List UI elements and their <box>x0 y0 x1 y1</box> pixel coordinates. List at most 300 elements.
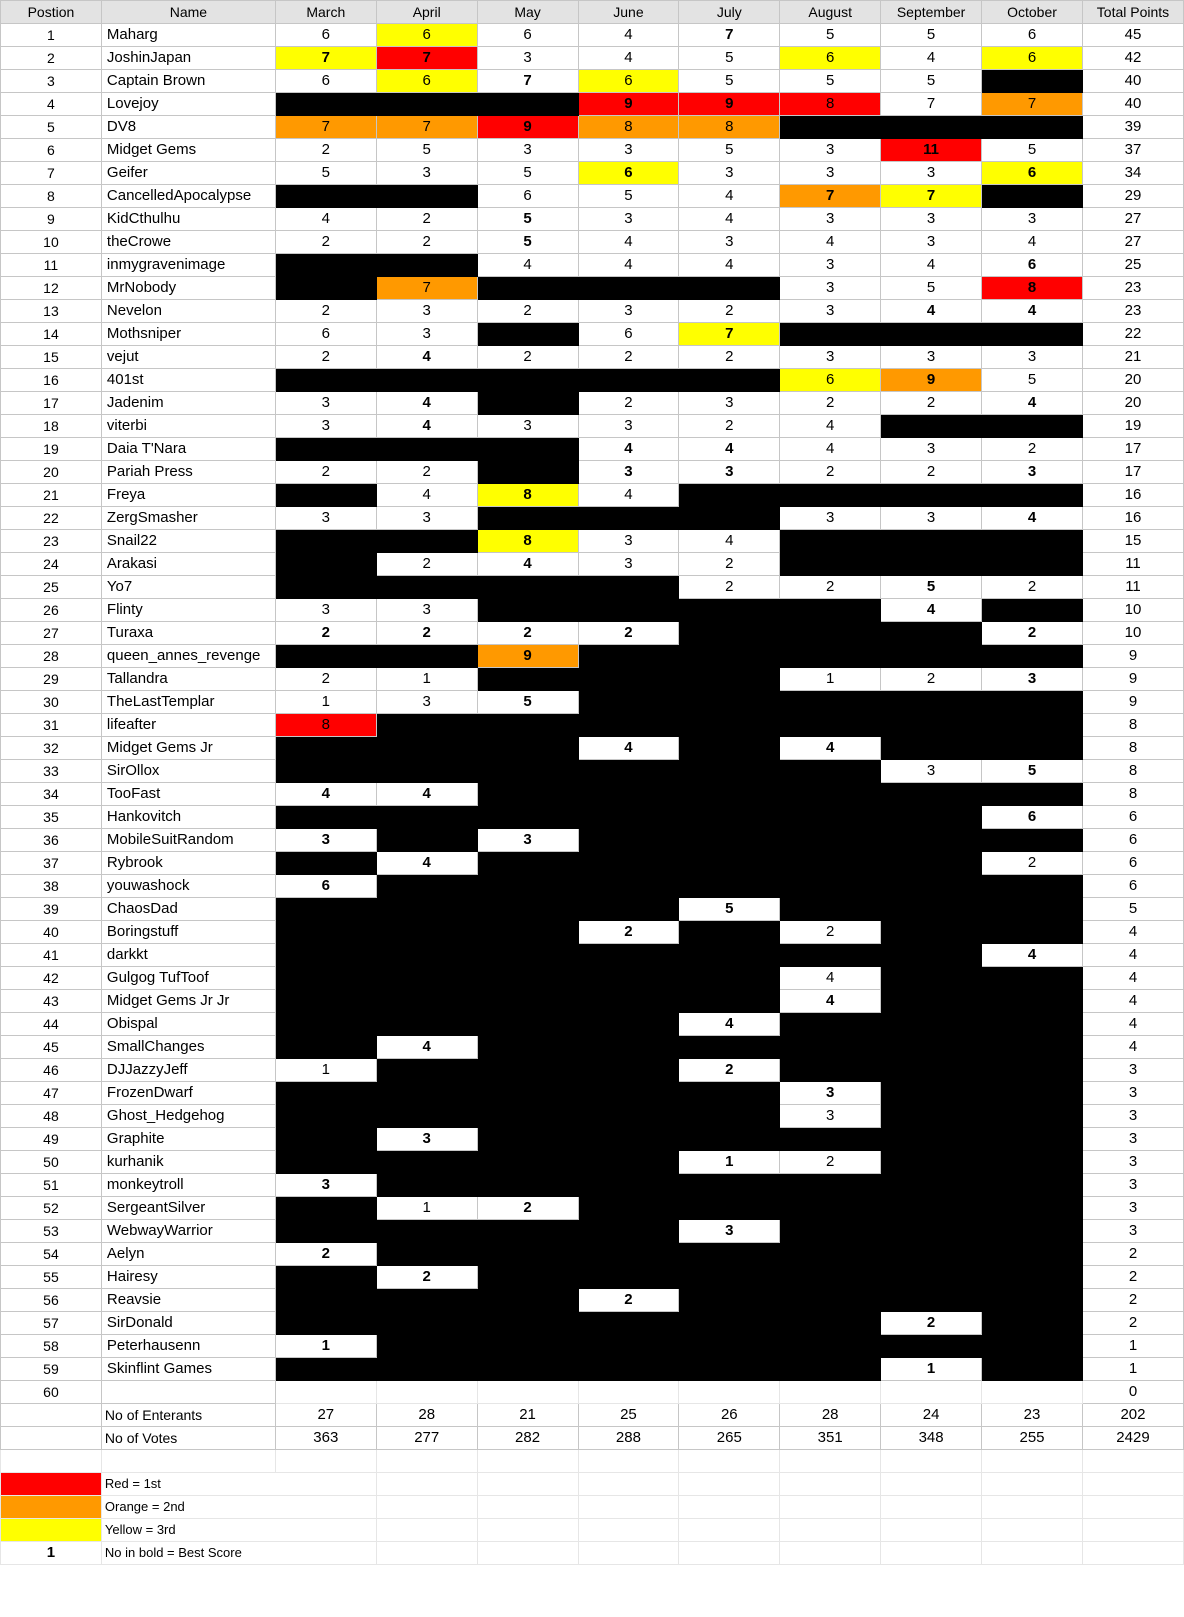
score-cell[interactable] <box>578 783 679 806</box>
name-cell[interactable]: Hankovitch <box>101 806 275 829</box>
total-cell[interactable]: 8 <box>1082 737 1183 760</box>
score-cell[interactable] <box>578 990 679 1013</box>
score-cell[interactable]: 4 <box>376 852 477 875</box>
score-cell[interactable]: 2 <box>477 1197 578 1220</box>
total-cell[interactable]: 0 <box>1082 1381 1183 1404</box>
position-cell[interactable]: 15 <box>1 346 102 369</box>
empty-cell[interactable] <box>275 1450 376 1473</box>
score-cell[interactable] <box>780 116 881 139</box>
score-cell[interactable]: 2 <box>477 346 578 369</box>
score-cell[interactable] <box>780 553 881 576</box>
total-cell[interactable]: 2 <box>1082 1266 1183 1289</box>
score-cell[interactable]: 6 <box>982 254 1083 277</box>
score-cell[interactable] <box>477 323 578 346</box>
score-cell[interactable]: 2 <box>376 622 477 645</box>
summary-value[interactable]: 21 <box>477 1404 578 1427</box>
score-cell[interactable] <box>275 576 376 599</box>
score-cell[interactable] <box>578 1335 679 1358</box>
score-cell[interactable]: 4 <box>780 438 881 461</box>
score-cell[interactable] <box>982 1036 1083 1059</box>
name-cell[interactable]: KidCthulhu <box>101 208 275 231</box>
score-cell[interactable] <box>780 1013 881 1036</box>
score-cell[interactable] <box>578 277 679 300</box>
score-cell[interactable]: 7 <box>376 277 477 300</box>
score-cell[interactable] <box>679 1358 780 1381</box>
score-cell[interactable] <box>982 530 1083 553</box>
score-cell[interactable] <box>982 1220 1083 1243</box>
legend-label[interactable]: Red = 1st <box>101 1473 376 1496</box>
score-cell[interactable] <box>780 1335 881 1358</box>
empty-cell[interactable] <box>578 1519 679 1542</box>
name-cell[interactable]: Aelyn <box>101 1243 275 1266</box>
name-cell[interactable]: inmygravenimage <box>101 254 275 277</box>
score-cell[interactable] <box>982 553 1083 576</box>
score-cell[interactable] <box>477 668 578 691</box>
score-cell[interactable] <box>780 760 881 783</box>
score-cell[interactable] <box>982 415 1083 438</box>
score-cell[interactable]: 6 <box>578 162 679 185</box>
score-cell[interactable] <box>578 714 679 737</box>
score-cell[interactable] <box>679 1197 780 1220</box>
empty-cell[interactable] <box>477 1450 578 1473</box>
score-cell[interactable] <box>679 691 780 714</box>
score-cell[interactable] <box>982 990 1083 1013</box>
score-cell[interactable]: 6 <box>275 70 376 93</box>
score-cell[interactable]: 5 <box>881 70 982 93</box>
position-cell[interactable]: 46 <box>1 1059 102 1082</box>
score-cell[interactable]: 1 <box>881 1358 982 1381</box>
name-cell[interactable]: Geifer <box>101 162 275 185</box>
score-cell[interactable] <box>578 1358 679 1381</box>
score-cell[interactable] <box>578 1243 679 1266</box>
summary-value[interactable]: 351 <box>780 1427 881 1450</box>
name-cell[interactable]: WebwayWarrior <box>101 1220 275 1243</box>
score-cell[interactable] <box>477 1013 578 1036</box>
position-cell[interactable]: 30 <box>1 691 102 714</box>
score-cell[interactable]: 2 <box>679 415 780 438</box>
score-cell[interactable]: 8 <box>780 93 881 116</box>
score-cell[interactable]: 4 <box>780 990 881 1013</box>
score-cell[interactable] <box>982 1128 1083 1151</box>
score-cell[interactable]: 2 <box>780 1151 881 1174</box>
score-cell[interactable]: 4 <box>376 484 477 507</box>
position-cell[interactable]: 5 <box>1 116 102 139</box>
position-cell[interactable]: 47 <box>1 1082 102 1105</box>
score-cell[interactable]: 9 <box>881 369 982 392</box>
score-cell[interactable] <box>275 944 376 967</box>
score-cell[interactable]: 3 <box>578 208 679 231</box>
total-cell[interactable]: 6 <box>1082 806 1183 829</box>
name-cell[interactable]: Freya <box>101 484 275 507</box>
total-cell[interactable]: 19 <box>1082 415 1183 438</box>
score-cell[interactable]: 1 <box>376 668 477 691</box>
position-cell[interactable]: 49 <box>1 1128 102 1151</box>
name-cell[interactable]: JoshinJapan <box>101 47 275 70</box>
position-cell[interactable]: 36 <box>1 829 102 852</box>
score-cell[interactable]: 6 <box>982 47 1083 70</box>
score-cell[interactable] <box>982 1266 1083 1289</box>
position-cell[interactable]: 24 <box>1 553 102 576</box>
name-cell[interactable]: Hairesy <box>101 1266 275 1289</box>
score-cell[interactable] <box>982 967 1083 990</box>
name-cell[interactable]: Arakasi <box>101 553 275 576</box>
total-cell[interactable]: 3 <box>1082 1059 1183 1082</box>
score-cell[interactable]: 3 <box>780 277 881 300</box>
score-cell[interactable]: 4 <box>477 254 578 277</box>
score-cell[interactable] <box>275 1036 376 1059</box>
score-cell[interactable] <box>477 1266 578 1289</box>
score-cell[interactable] <box>477 921 578 944</box>
score-cell[interactable] <box>881 737 982 760</box>
summary-value[interactable]: 28 <box>780 1404 881 1427</box>
name-cell[interactable]: DJJazzyJeff <box>101 1059 275 1082</box>
total-cell[interactable]: 6 <box>1082 875 1183 898</box>
name-cell[interactable]: Boringstuff <box>101 921 275 944</box>
total-cell[interactable]: 4 <box>1082 967 1183 990</box>
score-cell[interactable]: 2 <box>578 1289 679 1312</box>
total-cell[interactable]: 3 <box>1082 1105 1183 1128</box>
score-cell[interactable] <box>679 1312 780 1335</box>
position-cell[interactable]: 12 <box>1 277 102 300</box>
name-cell[interactable]: Graphite <box>101 1128 275 1151</box>
score-cell[interactable] <box>881 852 982 875</box>
score-cell[interactable]: 7 <box>679 323 780 346</box>
score-cell[interactable]: 2 <box>376 1266 477 1289</box>
name-cell[interactable]: TooFast <box>101 783 275 806</box>
score-cell[interactable]: 9 <box>578 93 679 116</box>
score-cell[interactable] <box>881 645 982 668</box>
position-cell[interactable]: 14 <box>1 323 102 346</box>
empty-cell[interactable] <box>982 1473 1083 1496</box>
summary-value[interactable]: 24 <box>881 1404 982 1427</box>
score-cell[interactable] <box>679 714 780 737</box>
score-cell[interactable] <box>477 852 578 875</box>
score-cell[interactable]: 3 <box>376 162 477 185</box>
score-cell[interactable]: 3 <box>982 461 1083 484</box>
total-cell[interactable]: 10 <box>1082 599 1183 622</box>
score-cell[interactable]: 5 <box>982 139 1083 162</box>
score-cell[interactable] <box>982 645 1083 668</box>
score-cell[interactable]: 3 <box>275 599 376 622</box>
score-cell[interactable] <box>679 369 780 392</box>
score-cell[interactable]: 5 <box>477 162 578 185</box>
score-cell[interactable] <box>477 1174 578 1197</box>
score-cell[interactable]: 5 <box>679 139 780 162</box>
total-cell[interactable]: 29 <box>1082 185 1183 208</box>
score-cell[interactable] <box>275 530 376 553</box>
score-cell[interactable] <box>578 1174 679 1197</box>
score-cell[interactable] <box>275 1128 376 1151</box>
column-header[interactable]: October <box>982 1 1083 24</box>
name-cell[interactable]: viterbi <box>101 415 275 438</box>
position-cell[interactable]: 19 <box>1 438 102 461</box>
score-cell[interactable]: 4 <box>578 438 679 461</box>
name-cell[interactable]: Nevelon <box>101 300 275 323</box>
position-cell[interactable]: 23 <box>1 530 102 553</box>
position-cell[interactable]: 18 <box>1 415 102 438</box>
score-cell[interactable]: 1 <box>376 1197 477 1220</box>
summary-value[interactable]: 348 <box>881 1427 982 1450</box>
total-cell[interactable]: 15 <box>1082 530 1183 553</box>
score-cell[interactable] <box>982 1335 1083 1358</box>
score-cell[interactable] <box>477 990 578 1013</box>
score-cell[interactable] <box>376 576 477 599</box>
score-cell[interactable] <box>881 806 982 829</box>
score-cell[interactable] <box>881 714 982 737</box>
score-cell[interactable] <box>578 875 679 898</box>
total-cell[interactable]: 17 <box>1082 438 1183 461</box>
score-cell[interactable]: 3 <box>275 1174 376 1197</box>
score-cell[interactable]: 7 <box>679 24 780 47</box>
empty-cell[interactable] <box>881 1519 982 1542</box>
score-cell[interactable] <box>578 806 679 829</box>
score-cell[interactable]: 2 <box>477 622 578 645</box>
total-cell[interactable]: 22 <box>1082 323 1183 346</box>
score-cell[interactable] <box>780 1289 881 1312</box>
score-cell[interactable]: 7 <box>275 47 376 70</box>
score-cell[interactable] <box>780 530 881 553</box>
score-cell[interactable] <box>982 921 1083 944</box>
score-cell[interactable]: 3 <box>982 668 1083 691</box>
name-cell[interactable]: Midget Gems Jr Jr <box>101 990 275 1013</box>
total-cell[interactable]: 9 <box>1082 645 1183 668</box>
empty-cell[interactable] <box>881 1450 982 1473</box>
score-cell[interactable] <box>982 1197 1083 1220</box>
empty-cell[interactable] <box>477 1473 578 1496</box>
score-cell[interactable]: 8 <box>275 714 376 737</box>
score-cell[interactable]: 5 <box>780 24 881 47</box>
score-cell[interactable]: 5 <box>578 185 679 208</box>
name-cell[interactable]: FrozenDwarf <box>101 1082 275 1105</box>
score-cell[interactable] <box>780 622 881 645</box>
score-cell[interactable]: 3 <box>578 139 679 162</box>
score-cell[interactable]: 4 <box>679 208 780 231</box>
score-cell[interactable] <box>376 254 477 277</box>
score-cell[interactable] <box>780 944 881 967</box>
score-cell[interactable]: 3 <box>780 162 881 185</box>
name-cell[interactable]: TheLastTemplar <box>101 691 275 714</box>
score-cell[interactable] <box>780 1312 881 1335</box>
score-cell[interactable] <box>477 1128 578 1151</box>
score-cell[interactable] <box>780 1220 881 1243</box>
score-cell[interactable]: 2 <box>982 438 1083 461</box>
score-cell[interactable] <box>780 1381 881 1404</box>
column-header[interactable]: Name <box>101 1 275 24</box>
empty-cell[interactable] <box>101 1450 275 1473</box>
score-cell[interactable]: 4 <box>578 484 679 507</box>
name-cell[interactable]: monkeytroll <box>101 1174 275 1197</box>
score-cell[interactable] <box>982 1082 1083 1105</box>
score-cell[interactable] <box>578 1036 679 1059</box>
position-cell[interactable]: 28 <box>1 645 102 668</box>
score-cell[interactable] <box>982 599 1083 622</box>
score-cell[interactable]: 2 <box>780 921 881 944</box>
score-cell[interactable]: 3 <box>881 346 982 369</box>
score-cell[interactable] <box>275 369 376 392</box>
score-cell[interactable]: 4 <box>780 967 881 990</box>
score-cell[interactable] <box>275 737 376 760</box>
score-cell[interactable] <box>780 1036 881 1059</box>
total-cell[interactable]: 25 <box>1082 254 1183 277</box>
total-cell[interactable]: 16 <box>1082 507 1183 530</box>
score-cell[interactable]: 3 <box>477 415 578 438</box>
total-cell[interactable]: 17 <box>1082 461 1183 484</box>
total-cell[interactable]: 42 <box>1082 47 1183 70</box>
score-cell[interactable] <box>881 1243 982 1266</box>
score-cell[interactable] <box>477 944 578 967</box>
position-cell[interactable]: 57 <box>1 1312 102 1335</box>
score-cell[interactable]: 3 <box>275 415 376 438</box>
score-cell[interactable] <box>578 1128 679 1151</box>
score-cell[interactable] <box>881 530 982 553</box>
name-cell[interactable]: theCrowe <box>101 231 275 254</box>
score-cell[interactable]: 2 <box>578 921 679 944</box>
score-cell[interactable] <box>477 760 578 783</box>
score-cell[interactable] <box>376 93 477 116</box>
total-cell[interactable]: 9 <box>1082 691 1183 714</box>
score-cell[interactable] <box>881 1174 982 1197</box>
summary-empty-cell[interactable] <box>1 1404 102 1427</box>
score-cell[interactable] <box>578 668 679 691</box>
score-cell[interactable]: 2 <box>679 576 780 599</box>
summary-value[interactable]: 277 <box>376 1427 477 1450</box>
score-cell[interactable] <box>275 852 376 875</box>
position-cell[interactable]: 35 <box>1 806 102 829</box>
score-cell[interactable] <box>477 783 578 806</box>
score-cell[interactable] <box>881 875 982 898</box>
score-cell[interactable]: 5 <box>275 162 376 185</box>
total-cell[interactable]: 9 <box>1082 668 1183 691</box>
score-cell[interactable] <box>578 944 679 967</box>
score-cell[interactable]: 5 <box>780 70 881 93</box>
summary-value[interactable]: 282 <box>477 1427 578 1450</box>
score-cell[interactable]: 6 <box>780 369 881 392</box>
score-cell[interactable]: 4 <box>982 231 1083 254</box>
empty-cell[interactable] <box>376 1473 477 1496</box>
score-cell[interactable] <box>275 1082 376 1105</box>
score-cell[interactable] <box>780 1197 881 1220</box>
score-cell[interactable]: 3 <box>376 1128 477 1151</box>
total-cell[interactable]: 1 <box>1082 1335 1183 1358</box>
score-cell[interactable] <box>376 829 477 852</box>
score-cell[interactable]: 2 <box>881 461 982 484</box>
score-cell[interactable] <box>982 323 1083 346</box>
score-cell[interactable] <box>578 1105 679 1128</box>
score-cell[interactable] <box>982 714 1083 737</box>
position-cell[interactable]: 51 <box>1 1174 102 1197</box>
score-cell[interactable]: 5 <box>376 139 477 162</box>
score-cell[interactable]: 7 <box>982 93 1083 116</box>
total-cell[interactable]: 27 <box>1082 208 1183 231</box>
score-cell[interactable] <box>477 1243 578 1266</box>
empty-cell[interactable] <box>679 1450 780 1473</box>
score-cell[interactable]: 5 <box>982 369 1083 392</box>
score-cell[interactable] <box>477 714 578 737</box>
score-cell[interactable] <box>376 1013 477 1036</box>
position-cell[interactable]: 38 <box>1 875 102 898</box>
position-cell[interactable]: 31 <box>1 714 102 737</box>
empty-cell[interactable] <box>376 1519 477 1542</box>
position-cell[interactable]: 50 <box>1 1151 102 1174</box>
total-cell[interactable]: 2 <box>1082 1289 1183 1312</box>
score-cell[interactable] <box>477 277 578 300</box>
score-cell[interactable] <box>780 1243 881 1266</box>
empty-cell[interactable] <box>679 1519 780 1542</box>
score-cell[interactable] <box>679 507 780 530</box>
score-cell[interactable] <box>376 1105 477 1128</box>
score-cell[interactable]: 4 <box>578 254 679 277</box>
name-cell[interactable]: Flinty <box>101 599 275 622</box>
summary-value[interactable]: 23 <box>982 1404 1083 1427</box>
position-cell[interactable]: 54 <box>1 1243 102 1266</box>
position-cell[interactable]: 10 <box>1 231 102 254</box>
score-cell[interactable]: 3 <box>982 346 1083 369</box>
score-cell[interactable]: 3 <box>780 254 881 277</box>
name-cell[interactable]: Pariah Press <box>101 461 275 484</box>
position-cell[interactable]: 41 <box>1 944 102 967</box>
score-cell[interactable] <box>477 1151 578 1174</box>
score-cell[interactable] <box>578 1082 679 1105</box>
total-cell[interactable]: 4 <box>1082 990 1183 1013</box>
score-cell[interactable] <box>578 507 679 530</box>
score-cell[interactable] <box>881 1289 982 1312</box>
summary-total[interactable]: 2429 <box>1082 1427 1183 1450</box>
score-cell[interactable] <box>881 1128 982 1151</box>
total-cell[interactable]: 1 <box>1082 1358 1183 1381</box>
empty-cell[interactable] <box>780 1519 881 1542</box>
score-cell[interactable]: 6 <box>982 806 1083 829</box>
score-cell[interactable]: 5 <box>982 760 1083 783</box>
score-cell[interactable] <box>275 967 376 990</box>
score-cell[interactable] <box>578 576 679 599</box>
score-cell[interactable]: 1 <box>275 691 376 714</box>
name-cell[interactable]: Peterhausenn <box>101 1335 275 1358</box>
score-cell[interactable] <box>578 1197 679 1220</box>
score-cell[interactable]: 3 <box>275 392 376 415</box>
summary-value[interactable]: 28 <box>376 1404 477 1427</box>
score-cell[interactable] <box>275 185 376 208</box>
total-cell[interactable]: 3 <box>1082 1082 1183 1105</box>
score-cell[interactable]: 2 <box>578 346 679 369</box>
score-cell[interactable] <box>982 875 1083 898</box>
score-cell[interactable] <box>982 1358 1083 1381</box>
name-cell[interactable]: DV8 <box>101 116 275 139</box>
score-cell[interactable] <box>679 1082 780 1105</box>
score-cell[interactable]: 4 <box>982 944 1083 967</box>
empty-cell[interactable] <box>982 1519 1083 1542</box>
total-cell[interactable]: 39 <box>1082 116 1183 139</box>
position-cell[interactable]: 59 <box>1 1358 102 1381</box>
score-cell[interactable] <box>578 760 679 783</box>
score-cell[interactable] <box>376 944 477 967</box>
position-cell[interactable]: 16 <box>1 369 102 392</box>
score-cell[interactable]: 4 <box>881 300 982 323</box>
score-cell[interactable] <box>780 1266 881 1289</box>
score-cell[interactable]: 3 <box>881 231 982 254</box>
empty-cell[interactable] <box>477 1542 578 1565</box>
score-cell[interactable]: 3 <box>679 231 780 254</box>
score-cell[interactable] <box>275 1266 376 1289</box>
score-cell[interactable] <box>376 921 477 944</box>
score-cell[interactable]: 4 <box>578 737 679 760</box>
score-cell[interactable] <box>679 1036 780 1059</box>
name-cell[interactable]: queen_annes_revenge <box>101 645 275 668</box>
score-cell[interactable]: 3 <box>881 438 982 461</box>
empty-cell[interactable] <box>1082 1542 1183 1565</box>
score-cell[interactable]: 2 <box>578 392 679 415</box>
position-cell[interactable]: 37 <box>1 852 102 875</box>
score-cell[interactable] <box>578 1266 679 1289</box>
